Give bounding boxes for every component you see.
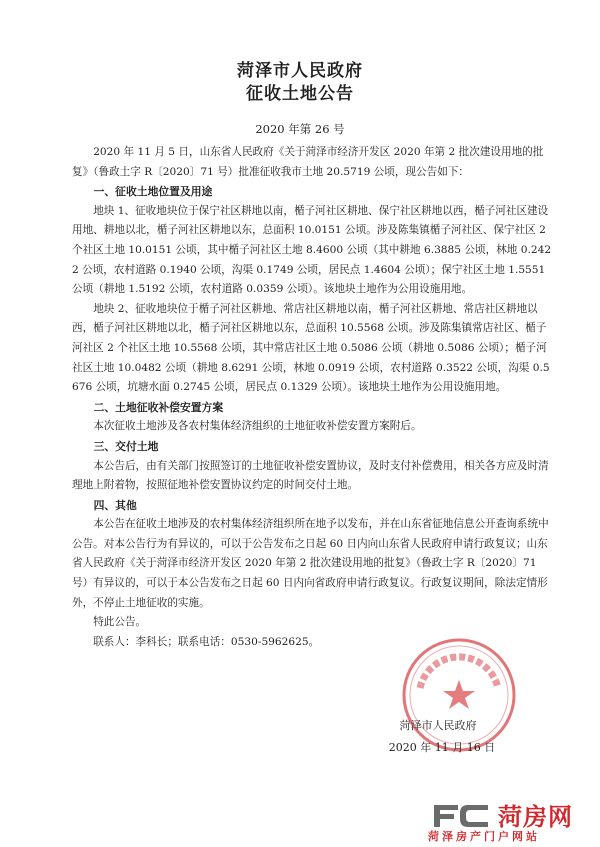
section-heading-compensation: 二、土地征收补偿安置方案	[93, 400, 224, 414]
doc-number: 2020 年第 26 号	[255, 122, 345, 136]
signature-date: 2020 年 11 月 16 日	[388, 741, 496, 754]
signature-org: 菏泽市人民政府	[399, 719, 477, 732]
compensation-paragraph: 本次征收土地涉及各农村集体经济组织的土地征收补偿安置方案附后。	[93, 420, 422, 433]
doc-body	[72, 143, 552, 652]
fc-logo-icon	[430, 801, 492, 829]
delivery-paragraph: 本公告后，由有关部门按照签订的土地征收补偿安置协议，及时支付补偿费用，相关各方应及时清理地上附着物，按照征地补偿安置协议约定的时间交付土地。	[72, 459, 549, 492]
parcel-1-paragraph: 地块 1、征收地块位于保宁社区耕地以南，楯子河社区耕地、保宁社区耕地以西，楯子河社区建设用地、耕地以北，楯子河社区耕地以东，总面积 10.0151 公顷。涉及陈集镇楯子河社区、保宁社区 2 个社区土地 10.0151 公顷，其中楯子河社区土地 8.4600 公顷（其中耕地 6.3885 公顷，林地 0.2422 公顷，农村道路 0.1940 公顷，沟渠 0.1749 公顷，居民点 1.4604 公顷）；保宁社区土地 1.5551 公顷（耕地 1.5192 公顷，农村道路 0.0359 公顷）。该地块土地作为公用设施用地。	[72, 204, 552, 296]
watermark-subtitle: 菏泽房产门户网站	[428, 830, 540, 843]
intro-paragraph: 2020 年 11 月 5 日，山东省人民政府《关于菏泽市经济开发区 2020 年第 2 批次建设用地的批复》（鲁政土字 R〔2020〕71 号）批准征收我市土地 20.5719 公顷，现公告如下：	[72, 146, 544, 178]
other-paragraph: 本公告在征收土地涉及的农村集体经济组织所在地予以发布，并在山东省征地信息公开查询系统中公告。对本公告行为有异议的，可以于公告发布之日起 60 日内向山东省人民政府申请行政复议；山东省人民政府《关于菏泽市经济开发区 2020 年第 2 批次建设用地的批复》（鲁政土字 R〔2020〕71 号）有异议的，可以于本公告发布之日起 60 日内向省政府申请行政复议。行政复议期间，除法定情形外，不停止土地征收的实施。	[72, 518, 549, 609]
closing-line: 特此公告。	[93, 616, 147, 629]
watermark-brand: 菏房网	[498, 803, 573, 831]
contact-line: 联系人：李科长；联系电话：0530-5962625。	[93, 635, 320, 648]
doc-title-subject: 征收土地公告	[246, 84, 354, 104]
site-watermark	[420, 795, 600, 847]
doc-title-issuer: 菏泽市人民政府	[237, 61, 363, 81]
official-seal	[400, 636, 518, 754]
section-heading-location: 一、征收土地位置及用途	[93, 185, 213, 199]
section-heading-delivery: 三、交付土地	[93, 439, 159, 453]
parcel-2-paragraph: 地块 2、征收地块位于楯子河社区耕地、常店社区耕地以南，楯子河社区耕地、常店社区耕地以西，楯子河社区耕地以北，楯子河社区耕地以东，总面积 10.5568 公顷。涉及陈集镇常店社区、楯子河社区 2 个社区土地 10.5568 公顷，其中常店社区土地 0.5086 公顷（耕地 0.5086 公顷）；楯子河社区土地 10.0482 公顷（耕地 8.6291 公顷，林地 0.0919 公顷，农村道路 0.3522 公顷，沟渠 0.5676 公顷，坑塘水面 0.2745 公顷，居民点 0.1329 公顷）。该地块土地作为公用设施用地。	[72, 302, 550, 394]
section-heading-other: 四、其他	[93, 498, 137, 512]
